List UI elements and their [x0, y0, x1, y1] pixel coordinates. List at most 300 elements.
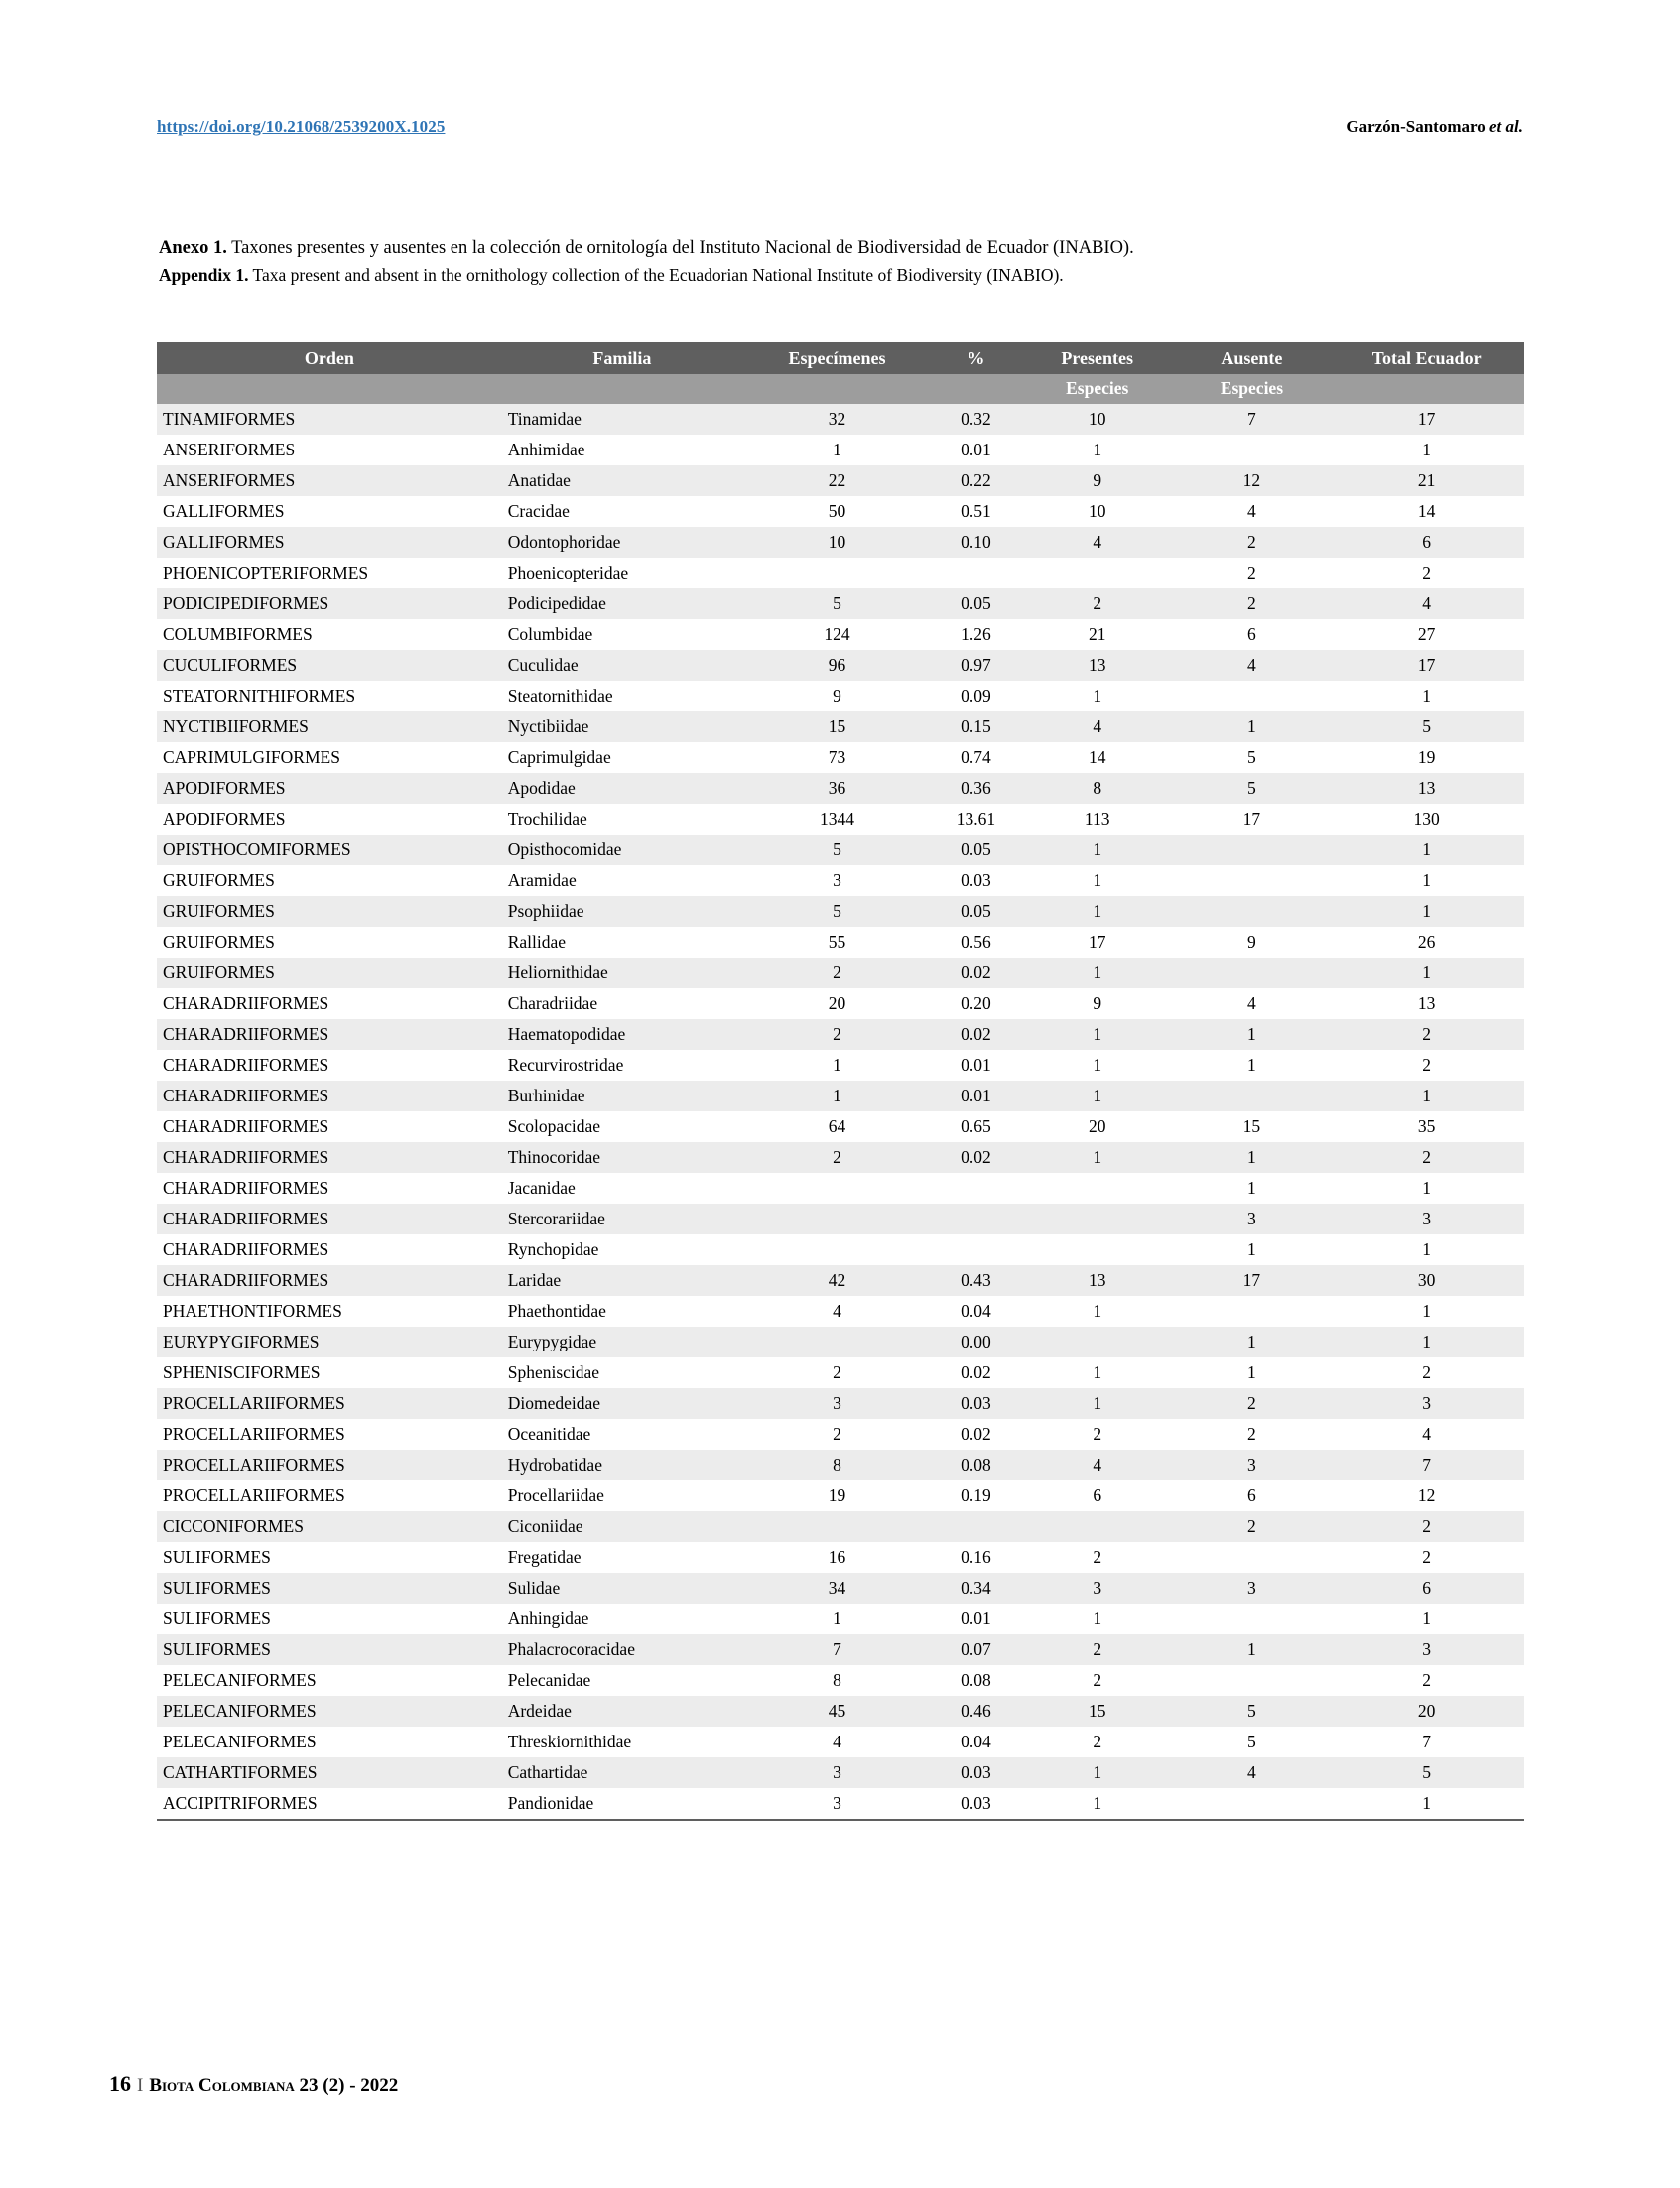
table-cell: GALLIFORMES [163, 501, 285, 521]
table-cell: 6 [1422, 532, 1431, 552]
table-cell: 1 [1422, 901, 1431, 921]
table-cell: 0.01 [961, 1055, 991, 1075]
table-cell: 22 [828, 470, 846, 490]
table-cell: 3 [833, 870, 841, 890]
table-cell: 15 [1088, 1701, 1106, 1721]
table-cell: 1 [1422, 1793, 1431, 1813]
table-cell: 130 [1413, 809, 1440, 829]
table-cell: Recurvirostridae [507, 1055, 624, 1075]
table-cell: 1 [1093, 1393, 1102, 1413]
running-author-etal: et al. [1489, 117, 1523, 136]
table-cell: 13 [1417, 778, 1436, 798]
table-cell: ANSERIFORMES [163, 440, 296, 459]
table-cell: 0.02 [961, 1362, 991, 1382]
page-footer [109, 2071, 398, 2097]
table-cell: 0.04 [961, 1732, 991, 1751]
table-cell: 2 [1093, 1639, 1102, 1659]
table-cell: 1 [1247, 1055, 1256, 1075]
footer-separator: I [137, 2075, 144, 2096]
table-row [157, 865, 1524, 896]
table-cell: 50 [828, 501, 846, 521]
table-cell: 73 [828, 747, 846, 767]
table-cell: ACCIPITRIFORMES [163, 1793, 318, 1813]
table-cell: CHARADRIIFORMES [163, 1239, 329, 1259]
table-cell: Aramidae [507, 870, 577, 890]
table-cell: 2 [833, 1024, 841, 1044]
table-cell: 20 [1417, 1701, 1436, 1721]
table-cell: 4 [1422, 1424, 1431, 1444]
table-cell: 0.02 [961, 1424, 991, 1444]
table-cell: GRUIFORMES [163, 901, 275, 921]
table-row [157, 435, 1524, 465]
table-cell: NYCTIBIIFORMES [163, 716, 309, 736]
table-cell: 21 [1088, 624, 1106, 644]
table-row [157, 1173, 1524, 1204]
table-cell: 1 [1422, 1086, 1431, 1105]
table-row [157, 1511, 1524, 1542]
table-cell: 5 [833, 839, 841, 859]
subheader-familia [502, 374, 742, 404]
table-cell: 0.46 [961, 1701, 991, 1721]
table-row [157, 1019, 1524, 1050]
table-cell: PODICIPEDIFORMES [163, 593, 329, 613]
table-cell: 16 [828, 1547, 846, 1567]
table-cell: 13 [1417, 993, 1436, 1013]
table-cell: 30 [1417, 1270, 1436, 1290]
table-cell: CHARADRIIFORMES [163, 1178, 329, 1198]
table-cell [742, 1173, 932, 1204]
taxa-table [157, 342, 1524, 1819]
table-cell: Pelecanidae [507, 1670, 591, 1690]
table-cell: Charadriidae [507, 993, 598, 1013]
table-cell: Stercorariidae [507, 1209, 605, 1228]
table-cell: 1 [1093, 686, 1102, 706]
table-row [157, 1204, 1524, 1234]
table-cell: 1 [1247, 1024, 1256, 1044]
table-cell: 17 [1417, 655, 1436, 675]
table-cell: 5 [833, 593, 841, 613]
table-cell [1175, 681, 1330, 711]
table-cell: 17 [1242, 1270, 1261, 1290]
table-row [157, 1480, 1524, 1511]
table-cell: 1 [1422, 1301, 1431, 1321]
table-cell: CHARADRIIFORMES [163, 1116, 329, 1136]
table-row [157, 558, 1524, 588]
table-cell: CHARADRIIFORMES [163, 993, 329, 1013]
table-row [157, 1542, 1524, 1573]
table-cell: 96 [828, 655, 846, 675]
table-cell: 5 [1247, 1701, 1256, 1721]
subheader-orden [157, 374, 502, 404]
table-cell: 5 [1247, 778, 1256, 798]
table-cell: 0.08 [961, 1455, 991, 1475]
table-row [157, 835, 1524, 865]
page-number: 16 [109, 2071, 131, 2096]
table-cell: 0.02 [961, 963, 991, 982]
table-cell: 2 [1247, 593, 1256, 613]
doi-link[interactable]: https://doi.org/10.21068/2539200X.1025 [157, 117, 446, 136]
table-cell: 4 [1422, 593, 1431, 613]
table-cell: Nyctibiidae [507, 716, 589, 736]
table-cell: 1 [1093, 440, 1102, 459]
table-cell: 3 [833, 1793, 841, 1813]
table-cell: 19 [1417, 747, 1436, 767]
subheader-especimenes [742, 374, 932, 404]
table-cell: 1344 [819, 809, 854, 829]
table-cell: 0.08 [961, 1670, 991, 1690]
table-cell: 64 [828, 1116, 846, 1136]
subheader-presentes-especies: Especies [1020, 374, 1175, 404]
table-cell: 14 [1088, 747, 1106, 767]
table-cell: CAPRIMULGIFORMES [163, 747, 340, 767]
table-cell: PROCELLARIIFORMES [163, 1485, 345, 1505]
table-cell: PROCELLARIIFORMES [163, 1455, 345, 1475]
table-cell: Anatidae [507, 470, 571, 490]
table-cell: Ciconiidae [507, 1516, 583, 1536]
table-cell [1175, 835, 1330, 865]
table-cell: 2 [1247, 532, 1256, 552]
table-cell: 1 [1247, 1147, 1256, 1167]
table-row [157, 896, 1524, 927]
table-cell: 0.16 [961, 1547, 991, 1567]
table-cell: 2 [1422, 1547, 1431, 1567]
table-cell: 1 [1422, 1178, 1431, 1198]
table-cell: PROCELLARIIFORMES [163, 1424, 345, 1444]
column-header-total-ecuador: Total Ecuador [1329, 342, 1524, 374]
table-cell [1175, 435, 1330, 465]
table-cell: Pandionidae [507, 1793, 594, 1813]
column-header-ausente: Ausente [1175, 342, 1330, 374]
table-cell: 1 [833, 1086, 841, 1105]
table-cell: 4 [1247, 993, 1256, 1013]
table-row [157, 1665, 1524, 1696]
table-cell: Apodidae [507, 778, 576, 798]
table-cell: 1 [1093, 901, 1102, 921]
table-cell [1175, 1665, 1330, 1696]
table-cell: 21 [1417, 470, 1436, 490]
table-cell: Jacanidae [507, 1178, 576, 1198]
table-cell: 1 [1093, 1609, 1102, 1628]
table-cell: 32 [828, 409, 846, 429]
table-cell: Spheniscidae [507, 1362, 600, 1382]
table-cell: Phalacrocoracidae [507, 1639, 635, 1659]
table-cell: 1 [1422, 686, 1431, 706]
table-cell: 55 [828, 932, 846, 952]
table-cell: EURYPYGIFORMES [163, 1332, 320, 1351]
table-cell: 2 [1093, 593, 1102, 613]
table-row [157, 1357, 1524, 1388]
table-row [157, 1634, 1524, 1665]
table-cell: 1 [1093, 1147, 1102, 1167]
table-cell: 0.03 [961, 1793, 991, 1813]
table-cell: 13 [1088, 1270, 1106, 1290]
table-cell: 2 [1093, 1670, 1102, 1690]
table-cell: Steatornithidae [507, 686, 613, 706]
table-cell: 0.04 [961, 1301, 991, 1321]
table-row [157, 1727, 1524, 1757]
table-cell: STEATORNITHIFORMES [163, 686, 356, 706]
table-cell: 1 [1247, 1178, 1256, 1198]
table-row [157, 1142, 1524, 1173]
table-cell: GRUIFORMES [163, 963, 275, 982]
table-cell: 0.15 [961, 716, 991, 736]
table-cell: 45 [828, 1701, 846, 1721]
table-cell: 0.03 [961, 1762, 991, 1782]
table-cell: 0.01 [961, 440, 991, 459]
table-row [157, 1450, 1524, 1480]
table-cell: Hydrobatidae [507, 1455, 602, 1475]
table-cell: 113 [1084, 809, 1110, 829]
table-header-row [157, 342, 1524, 374]
column-header-familia: Familia [502, 342, 742, 374]
table-cell: 3 [833, 1762, 841, 1782]
table-cell: 4 [1247, 1762, 1256, 1782]
table-cell: Cuculidae [507, 655, 579, 675]
table-cell: 1 [1422, 1332, 1431, 1351]
table-cell: 1 [1247, 1639, 1256, 1659]
table-cell: 27 [1417, 624, 1436, 644]
table-cell: 0.01 [961, 1609, 991, 1628]
table-cell: Cracidae [507, 501, 570, 521]
table-cell: Columbidae [507, 624, 593, 644]
table-row [157, 1081, 1524, 1111]
table-cell: 1 [1422, 870, 1431, 890]
column-header-especimenes: Especímenes [742, 342, 932, 374]
table-cell: 0.36 [961, 778, 991, 798]
table-cell: Cathartidae [507, 1762, 588, 1782]
table-cell: 3 [1247, 1578, 1256, 1598]
table-cell: 1 [1422, 440, 1431, 459]
table-cell: 17 [1417, 409, 1436, 429]
table-cell: SULIFORMES [163, 1639, 271, 1659]
table-cell: 2 [833, 1424, 841, 1444]
table-cell: 8 [833, 1670, 841, 1690]
table-cell: Laridae [507, 1270, 562, 1290]
table-cell: 2 [1422, 1670, 1431, 1690]
table-row [157, 773, 1524, 804]
table-cell: 9 [1093, 993, 1102, 1013]
table-head [157, 342, 1524, 404]
table-cell: 0.02 [961, 1147, 991, 1167]
table-cell: 1 [1247, 1332, 1256, 1351]
table-row [157, 650, 1524, 681]
table-cell: Tinamidae [507, 409, 582, 429]
table-cell [742, 558, 932, 588]
table-cell: ANSERIFORMES [163, 470, 296, 490]
table-cell: 0.51 [961, 501, 991, 521]
table-cell: 4 [1093, 532, 1102, 552]
caption-text-en: Taxa present and absent in the ornithology collection of the Ecuadorian National Institute of Biodiversity (INABIO). [248, 265, 1064, 286]
table-cell: GRUIFORMES [163, 932, 275, 952]
table-cell: 2 [1247, 1516, 1256, 1536]
table-cell: 1 [833, 440, 841, 459]
table-cell [932, 1234, 1020, 1265]
table-cell: 20 [1088, 1116, 1106, 1136]
table-cell: 7 [833, 1639, 841, 1659]
table-cell: Fregatidae [507, 1547, 582, 1567]
table-row [157, 465, 1524, 496]
table-cell: 0.09 [961, 686, 991, 706]
table-cell: CICCONIFORMES [163, 1516, 304, 1536]
table-row [157, 1296, 1524, 1327]
table-cell: PELECANIFORMES [163, 1701, 317, 1721]
table-cell: SULIFORMES [163, 1578, 271, 1598]
table-cell: PELECANIFORMES [163, 1732, 317, 1751]
table-row [157, 1050, 1524, 1081]
table-row [157, 804, 1524, 835]
subheader-ausente-especies: Especies [1175, 374, 1330, 404]
table-cell: Eurypygidae [507, 1332, 597, 1351]
table-cell: 1.26 [961, 624, 991, 644]
journal-citation: Biota Colombiana 23 (2) - 2022 [149, 2075, 399, 2096]
table-cell: 0.03 [961, 1393, 991, 1413]
table-cell: 0.97 [961, 655, 991, 675]
table-cell [1175, 1081, 1330, 1111]
table-cell [742, 1511, 932, 1542]
caption-text-es: Taxones presentes y ausentes en la colección de ornitología del Instituto Nacional de Biodiversidad de Ecuador (INABIO). [226, 238, 1134, 258]
table-cell: Anhingidae [507, 1609, 589, 1628]
table-cell: Procellariidae [507, 1485, 604, 1505]
table-row [157, 588, 1524, 619]
table-cell: 1 [1093, 839, 1102, 859]
table-cell: Sulidae [507, 1578, 561, 1598]
running-author [1346, 117, 1523, 137]
table-cell [1020, 558, 1175, 588]
table-cell: 0.02 [961, 1024, 991, 1044]
table-cell: COLUMBIFORMES [163, 624, 313, 644]
table-cell: 35 [1417, 1116, 1436, 1136]
table-cell: PHAETHONTIFORMES [163, 1301, 342, 1321]
table-cell: Phoenicopteridae [507, 563, 629, 582]
table-cell: 5 [833, 901, 841, 921]
table-cell [932, 1204, 1020, 1234]
table-cell: SULIFORMES [163, 1547, 271, 1567]
table-cell: 2 [1247, 1424, 1256, 1444]
table-cell: 0.22 [961, 470, 991, 490]
table-cell [1175, 1542, 1330, 1573]
table-cell: 6 [1422, 1578, 1431, 1598]
table-cell: 1 [1247, 1362, 1256, 1382]
table-cell: 7 [1247, 409, 1256, 429]
table-cell: 9 [1247, 932, 1256, 952]
table-row [157, 1757, 1524, 1788]
table-row [157, 404, 1524, 435]
table-cell: 1 [1247, 716, 1256, 736]
table-cell [1020, 1173, 1175, 1204]
table-cell: 1 [1093, 1762, 1102, 1782]
table-cell: 0.05 [961, 839, 991, 859]
table-row [157, 1419, 1524, 1450]
table-cell: 2 [833, 963, 841, 982]
table-caption [159, 234, 1523, 289]
table-cell: 0.65 [961, 1116, 991, 1136]
column-header-presentes: Presentes [1020, 342, 1175, 374]
table-cell: CHARADRIIFORMES [163, 1147, 329, 1167]
table-row [157, 927, 1524, 958]
table-cell: 0.20 [961, 993, 991, 1013]
table-cell: APODIFORMES [163, 778, 286, 798]
table-cell: 2 [1422, 1024, 1431, 1044]
table-cell: APODIFORMES [163, 809, 286, 829]
table-cell: Ardeidae [507, 1701, 572, 1721]
table-cell: Phaethontidae [507, 1301, 606, 1321]
table-cell [1175, 1296, 1330, 1327]
table-cell: PHOENICOPTERIFORMES [163, 563, 369, 582]
table-cell [1175, 1604, 1330, 1634]
caption-label-es: Anexo 1. [159, 238, 227, 258]
table-cell: Podicipedidae [507, 593, 606, 613]
table-cell: 6 [1093, 1485, 1102, 1505]
table-cell: 1 [1093, 1793, 1102, 1813]
table-cell: 12 [1242, 470, 1261, 490]
table-cell: 5 [1422, 716, 1431, 736]
table-row [157, 1234, 1524, 1265]
table-cell: 10 [828, 532, 846, 552]
table-cell: GALLIFORMES [163, 532, 285, 552]
table-cell: 5 [1247, 747, 1256, 767]
table-cell: 3 [1422, 1209, 1431, 1228]
table-cell: Thinocoridae [507, 1147, 601, 1167]
table-cell: 5 [1247, 1732, 1256, 1751]
table-cell: Scolopacidae [507, 1116, 601, 1136]
table-cell [1175, 865, 1330, 896]
table-cell: Trochilidae [507, 809, 587, 829]
table-cell: 26 [1417, 932, 1436, 952]
table-cell: 34 [828, 1578, 846, 1598]
table-cell: CUCULIFORMES [163, 655, 298, 675]
table-cell: 2 [1247, 1393, 1256, 1413]
subheader-percent [932, 374, 1020, 404]
table-cell: 12 [1417, 1485, 1436, 1505]
table-bottom-rule [157, 1819, 1524, 1821]
table-cell [1175, 896, 1330, 927]
table-cell: 14 [1417, 501, 1436, 521]
table-cell: 7 [1422, 1732, 1431, 1751]
table-row [157, 1111, 1524, 1142]
table-cell [932, 1511, 1020, 1542]
table-cell: TINAMIFORMES [163, 409, 296, 429]
table-cell: 1 [1093, 1024, 1102, 1044]
table-cell: 1 [833, 1055, 841, 1075]
table-cell: 4 [1247, 655, 1256, 675]
table-cell: 2 [1247, 563, 1256, 582]
table-cell: 1 [1093, 1055, 1102, 1075]
table-cell: GRUIFORMES [163, 870, 275, 890]
table-cell: 1 [1422, 1239, 1431, 1259]
table-cell: 17 [1088, 932, 1106, 952]
table-cell [1020, 1204, 1175, 1234]
caption-line-es [159, 234, 1523, 262]
table-cell: 9 [833, 686, 841, 706]
table-row [157, 619, 1524, 650]
table-cell: 8 [1093, 778, 1102, 798]
table-cell: 0.74 [961, 747, 991, 767]
table-cell: 4 [1093, 1455, 1102, 1475]
table-cell: 0.01 [961, 1086, 991, 1105]
table-cell: CHARADRIIFORMES [163, 1086, 329, 1105]
table-cell: 0.32 [961, 409, 991, 429]
table-cell: 1 [1247, 1239, 1256, 1259]
table-row [157, 742, 1524, 773]
table-cell: 2 [1422, 1055, 1431, 1075]
table-cell: 3 [833, 1393, 841, 1413]
table-cell: Rynchopidae [507, 1239, 599, 1259]
table-cell: Heliornithidae [507, 963, 608, 982]
table-cell: 3 [1422, 1639, 1431, 1659]
table-cell: 5 [1422, 1762, 1431, 1782]
table-cell: 0.05 [961, 593, 991, 613]
table-row [157, 1265, 1524, 1296]
